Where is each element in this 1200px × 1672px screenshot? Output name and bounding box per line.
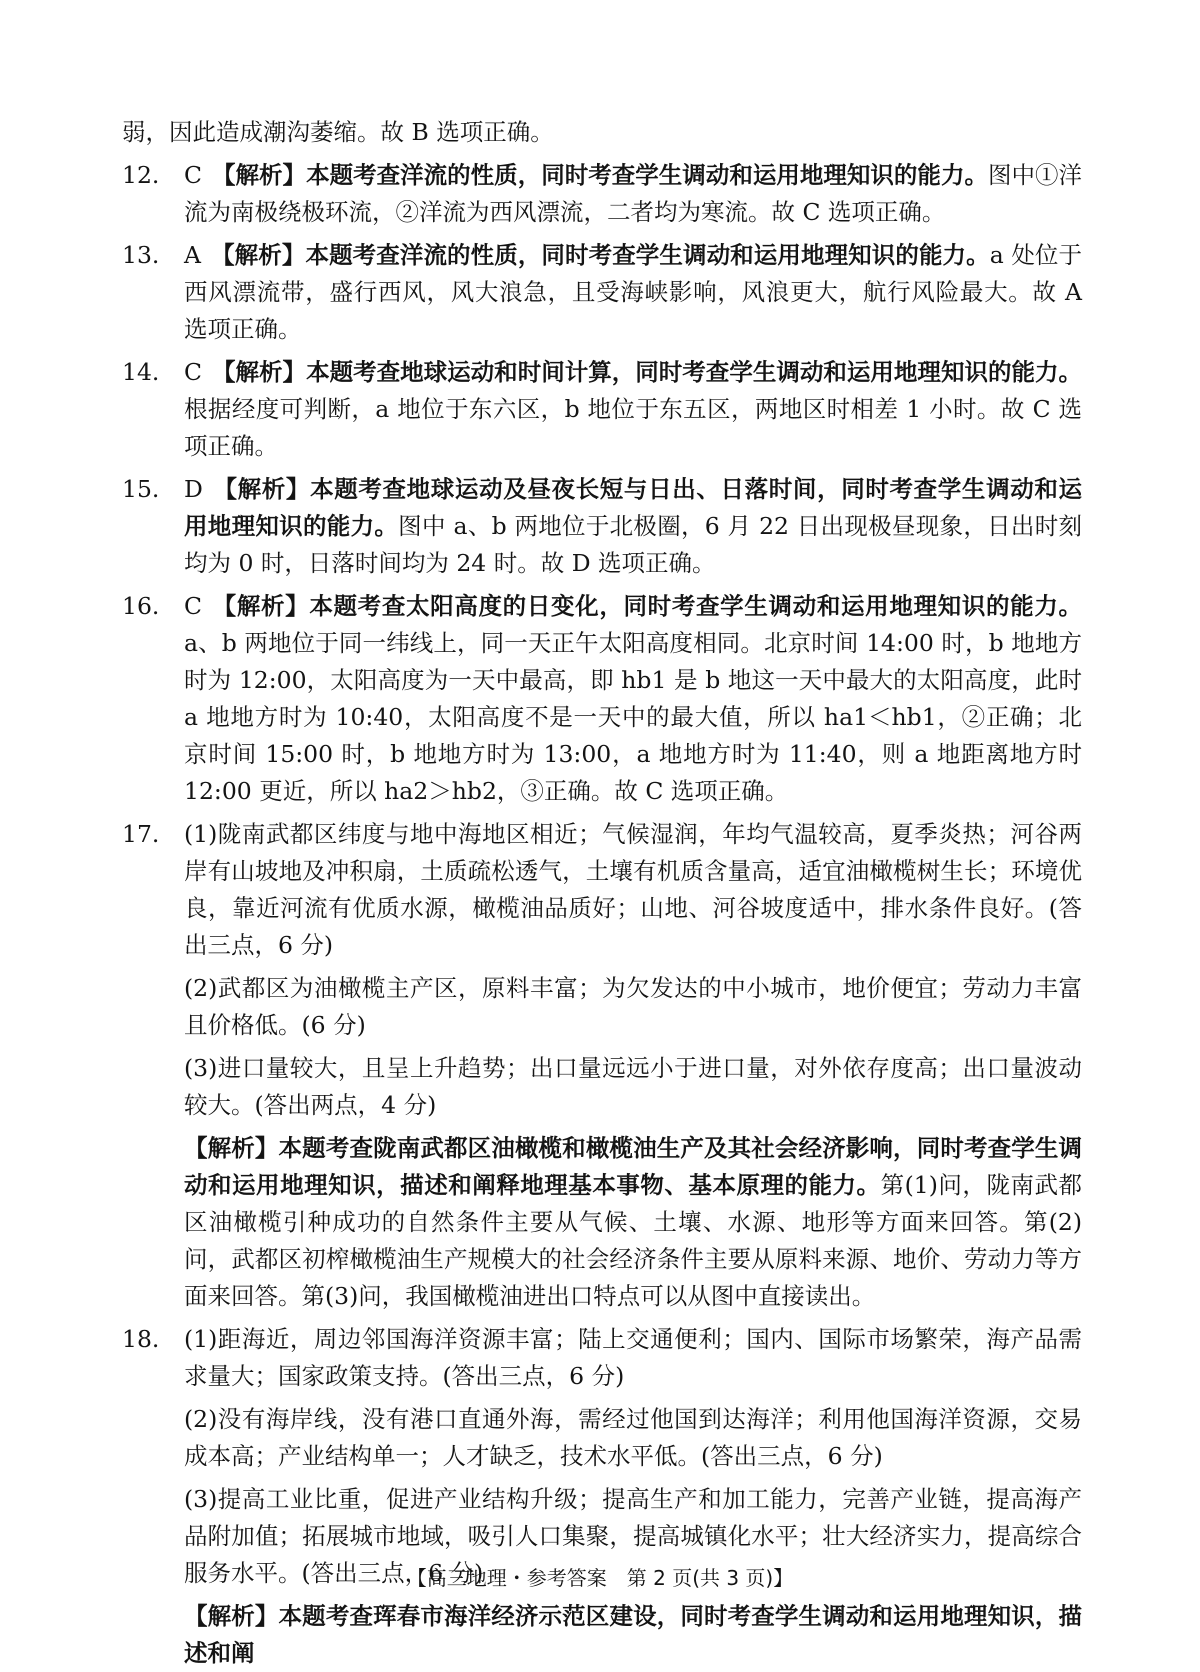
question-number: 15.: [122, 475, 160, 503]
question-14: [122, 354, 1082, 465]
question-15: [122, 471, 1082, 582]
answer-letter: A: [184, 241, 201, 269]
analysis-label: 【解析】: [211, 592, 310, 620]
sub-answer-2: (2)武都区为油橄榄主产区，原料丰富；为欠发达的中小城市，地价便宜；劳动力丰富且价格低。(6 分): [184, 974, 1082, 1039]
sub-answer-3: (3)提高工业比重，促进产业结构升级；提高生产和加工能力，完善产业链，提高海产品附加值；拓展城市地域，吸引人口集聚，提高城镇化水平；壮大经济实力，提高综合服务水平。(答出三点，6 分): [184, 1485, 1082, 1587]
answer-content: [122, 114, 1082, 1672]
question-number: 14.: [122, 358, 160, 386]
analysis-text: 第(1)问，陇南武都区油橄榄引种成功的自然条件主要从气候、土壤、水源、地形等方面来回答。第(2)问，武都区初榨橄榄油生产规模大的社会经济条件主要从原料来源、地价、劳动力等方面来回答。第(3)问，我国橄榄油进出口特点可以从图中直接读出。: [184, 1171, 1083, 1310]
question-number: 13.: [122, 241, 160, 269]
question-13: [122, 237, 1082, 348]
question-body: [184, 1321, 1082, 1672]
question-body: [184, 471, 1082, 582]
sub-answer-3: (3)进口量较大，且呈上升趋势；出口量远远小于进口量，对外依存度高；出口量波动较大。(答出两点，4 分): [184, 1054, 1082, 1119]
question-body: [184, 354, 1082, 465]
answer-letter: D: [184, 475, 203, 503]
question-18: [122, 1321, 1082, 1672]
analysis-text: a 处位于西风漂流带，盛行西风，风大浪急，且受海峡影响，风浪更大，航行风险最大。故 A 选项正确。: [184, 241, 1083, 343]
answer-letter: C: [184, 161, 202, 189]
analysis-label: 【解析】: [184, 1134, 279, 1162]
question-body: [184, 157, 1082, 231]
question-16: [122, 588, 1082, 810]
question-number: 18.: [122, 1325, 160, 1353]
analysis-lead: 本题考查地球运动和时间计算，同时考查学生调动和运用地理知识的能力。: [306, 358, 1083, 386]
analysis-text: 图中①洋流为南极绕极环流，②洋流为西风漂流，二者均为寒流。故 C 选项正确。: [184, 161, 1083, 226]
analysis-label: 【解析】: [211, 358, 307, 386]
analysis-lead: 本题考查洋流的性质，同时考查学生调动和运用地理知识的能力。: [306, 161, 988, 189]
continued-paragraph: 弱，因此造成潮沟萎缩。故 B 选项正确。: [122, 118, 554, 146]
question-body: [184, 588, 1082, 810]
question-number: 17.: [122, 820, 160, 848]
analysis-lead: 本题考查珲春市海洋经济示范区建设，同时考查学生调动和运用地理知识，描述和阐: [184, 1602, 1083, 1667]
analysis-text: 根据经度可判断，a 地位于东六区，b 地位于东五区，两地区时相差 1 小时。故 C 选项正确。: [184, 395, 1082, 460]
question-body: [184, 816, 1082, 1315]
analysis-label: 【解析】: [184, 1602, 279, 1630]
answer-letter: C: [184, 358, 202, 386]
analysis-text: a、b 两地位于同一纬线上，同一天正午太阳高度相同。北京时间 14:00 时，b 地地方时为 12:00，太阳高度为一天中最高，即 hb1 是 b 地这一天中最大的太阳高度，此时 a 地地方时为 10:40，太阳高度不是一天中的最大值，所以 ha1＜hb1，②正确；北京时间 15:00 时，b 地地方时为 13:00，a 地地方时为 11:40，则 a 地距离地方时 12:00 更近，所以 ha2＞hb2，③正确。故 C 选项正确。: [184, 629, 1082, 805]
analysis-lead: 本题考查洋流的性质，同时考查学生调动和运用地理知识的能力。: [305, 241, 990, 269]
question-body: [184, 237, 1082, 348]
sub-answer-2: (2)没有海岸线，没有港口直通外海，需经过他国到达海洋；利用他国海洋资源，交易成本高；产业结构单一；人才缺乏，技术水平低。(答出三点，6 分): [184, 1405, 1082, 1470]
question-number: 12.: [122, 161, 160, 189]
analysis-text: 图中 a、b 两地位于北极圈，6 月 22 日出现极昼现象，日出时刻均为 0 时，日落时间均为 24 时。故 D 选项正确。: [184, 512, 1083, 577]
question-12: [122, 157, 1082, 231]
analysis-label: 【解析】: [212, 475, 311, 503]
analysis-block: [184, 1130, 1082, 1315]
analysis-lead: 本题考查陇南武都区油橄榄和橄榄油生产及其社会经济影响，同时考查学生调动和运用地理知识，描述和阐释地理基本事物、基本原理的能力。: [184, 1134, 1083, 1199]
analysis-block: [184, 1598, 1082, 1672]
sub-answer-1: (1)陇南武都区纬度与地中海地区相近；气候湿润，年均气温较高，夏季炎热；河谷两岸有山坡地及冲积扇，土质疏松透气，土壤有机质含量高，适宜油橄榄树生长；环境优良，靠近河流有优质水源，橄榄油品质好；山地、河谷坡度适中，排水条件良好。(答出三点，6 分): [184, 820, 1082, 959]
sub-answer-1: (1)距海近，周边邻国海洋资源丰富；陆上交通便利；国内、国际市场繁荣，海产品需求量大；国家政策支持。(答出三点，6 分): [184, 1325, 1082, 1390]
page-footer: 【高三地理・参考答案 第 2 页(共 3 页)】: [406, 1566, 794, 1590]
question-17: [122, 816, 1082, 1315]
answer-letter: C: [184, 592, 202, 620]
analysis-lead: 本题考查地球运动及昼夜长短与日出、日落时间，同时考查学生调动和运用地理知识的能力。: [184, 475, 1083, 540]
question-number: 16.: [122, 592, 160, 620]
analysis-lead: 本题考查太阳高度的日变化，同时考查学生调动和运用地理知识的能力。: [309, 592, 1083, 620]
analysis-label: 【解析】: [210, 241, 306, 269]
analysis-label: 【解析】: [211, 161, 307, 189]
